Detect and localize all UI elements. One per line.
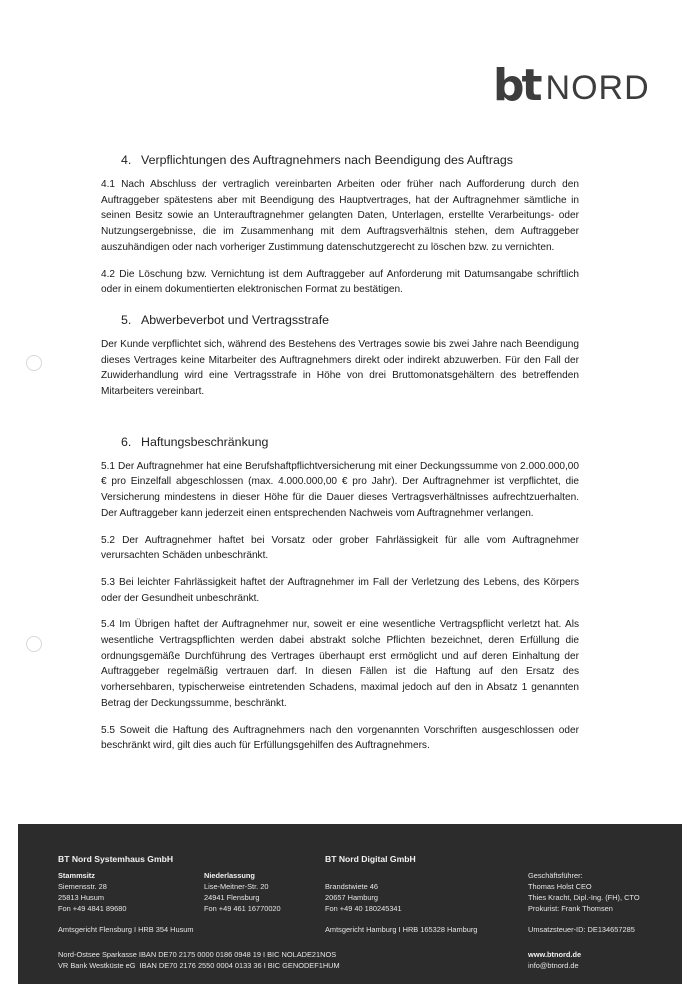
section-title: Abwerbeverbot und Vertragsstrafe (141, 312, 330, 327)
company-name: BT Nord Digital GmbH (325, 854, 416, 864)
paragraph: 5.5 Soweit die Haftung des Auftragnehmers nach den vorgenannten Vorschriften ausgeschlossen oder beschränkt wird, gilt dies auch für Erfüllungsgehilfen des Auftragnehmers. (101, 724, 579, 752)
logo-wordmark: NORD (545, 69, 650, 107)
paragraph: 4.1 Nach Abschluss der vertraglich vereinbarten Arbeiten oder früher nach Aufforderung durch den Auftraggeber spätestens aber mit Beendigung des Hauptvertrages, hat der Auftragnehmer sämtliche in seinen Besitz sowie an Unterauftragnehmer gelangten Daten, Unterlagen, erstellte Verarbeitungs- oder Nutzungsergebnisse, die im Zusammenhang mit dem Auftragsverhältnis stehen, dem Auftraggeber auszuhändigen oder nach vorheriger Zustimmung datenschutzgerecht zu löschen bzw. zu vernichten. (101, 179, 579, 253)
email-link[interactable]: info@btnord.de (528, 961, 579, 970)
registry-court: Amtsgericht Hamburg I HRB 165328 Hamburg (325, 925, 478, 934)
section-heading (121, 435, 579, 449)
section-number: 4. (121, 153, 132, 167)
paragraph: Der Kunde verpflichtet sich, während des Bestehens des Vertrages sowie bis zwei Jahre nach Beendigung dieses Vertrages keine Mitarbeiter des Auftragnehmers direkt oder indirekt abzuwerben. Für den Fall der Zuwiderhandlung wird eine Vertragsstrafe in Höhe von drei Bruttomonatsgehältern des betreffenden Mitarbeiters vereinbart. (101, 338, 579, 398)
management-line: Thies Kracht, Dipl.-Ing. (FH), CTO (528, 893, 640, 902)
address-label: Niederlassung (204, 871, 255, 880)
address-phone: Fon +49 40 180245341 (325, 904, 402, 913)
punch-hole-mark (26, 355, 42, 371)
address-city: 20657 Hamburg (325, 893, 379, 902)
company-footer (18, 824, 682, 984)
company-name: BT Nord Systemhaus GmbH (58, 854, 174, 864)
paragraph: 5.3 Bei leichter Fahrlässigkeit haftet der Auftragnehmer im Fall der Verletzung des Lebens, des Körpers oder der Gesundheit unbeschränkt. (101, 576, 579, 604)
paragraph: 5.1 Der Auftragnehmer hat eine Berufshaftpflichtversicherung mit einer Deckungssumme von 2.000.000,00 € pro Einzelfall abgeschlossen (max. 4.000.000,00 € pro Jahr). Der Auftragnehmer ist verpflichtet, die Versicherung mindestens in dieser Höhe für die Dauer dieses Vertragsverhältnisses aufrechtzuerhalten. Der Auftraggeber kann jederzeit einen entsprechenden Nachweis vom Auftragnehmer verlangen. (101, 460, 579, 519)
punch-hole-mark (26, 636, 42, 652)
address-city: 24941 Flensburg (204, 893, 260, 902)
section-heading (121, 313, 579, 327)
website-link[interactable]: www.btnord.de (528, 950, 582, 959)
paragraph: 5.2 Der Auftragnehmer haftet bei Vorsatz oder grober Fahrlässigkeit für alle vom Auftragnehmer verursachten Schäden unbeschränkt. (101, 534, 579, 562)
address-city: 25813 Husum (58, 893, 105, 902)
management-line: Prokurist: Frank Thomsen (528, 904, 613, 913)
logo-mark: bt (493, 60, 540, 111)
section-title: Haftungsbeschränkung (141, 434, 269, 449)
section-number: 5. (121, 312, 132, 327)
address-street: Lise-Meitner-Str. 20 (204, 882, 269, 891)
registry-court: Amtsgericht Flensburg I HRB 354 Husum (58, 925, 194, 934)
bank-details: Nord-Ostsee Sparkasse IBAN DE70 2175 0000 0186 0948 19 I BIC NOLADE21NOS (58, 950, 337, 959)
document-body (101, 153, 579, 765)
paragraph: 4.2 Die Löschung bzw. Vernichtung ist dem Auftraggeber auf Anforderung mit Datumsangabe schriftlich oder in einem dokumentierten elektronischen Format zu bestätigen. (101, 268, 579, 296)
management-label: Geschäftsführer: (528, 871, 583, 880)
address-phone: Fon +49 4841 89680 (58, 904, 127, 913)
management-line: Thomas Holst CEO (528, 882, 592, 891)
paragraph: 5.4 Im Übrigen haftet der Auftragnehmer nur, soweit er eine wesentliche Vertragspflicht verletzt hat. Als wesentliche Vertragspflichten werden dabei abstrakt solche Pflichten bezeichnet, deren Erfüllung die ordnungsgemäße Durchführung des Vertrages überhaupt erst ermöglicht und auf deren Einhaltung der Auftraggeber regelmäßig vertrauen darf. In diesen Fällen ist die Haftung auf den Ersatz des vorhersehbaren, typischerweise eintretenden Schadens, maximal jedoch auf den in Absatz 1 genannten Betrag der Deckungssumme, beschränkt. (101, 619, 579, 709)
bank-details: VR Bank Westküste eG IBAN DE70 2176 2550 0004 0133 36 I BIC GENODEF1HUM (58, 961, 340, 970)
address-street: Brandstwiete 46 (325, 882, 378, 891)
address-label: Stammsitz (58, 871, 95, 880)
section-heading (121, 153, 579, 167)
vat-id: Umsatzsteuer-ID: DE134657285 (528, 925, 635, 934)
company-logo (493, 60, 650, 111)
address-street: Siemensstr. 28 (58, 882, 107, 891)
address-phone: Fon +49 461 16770020 (204, 904, 281, 913)
section-title: Verpflichtungen des Auftragnehmers nach Beendigung des Auftrags (141, 153, 513, 167)
section-number: 6. (121, 434, 132, 449)
